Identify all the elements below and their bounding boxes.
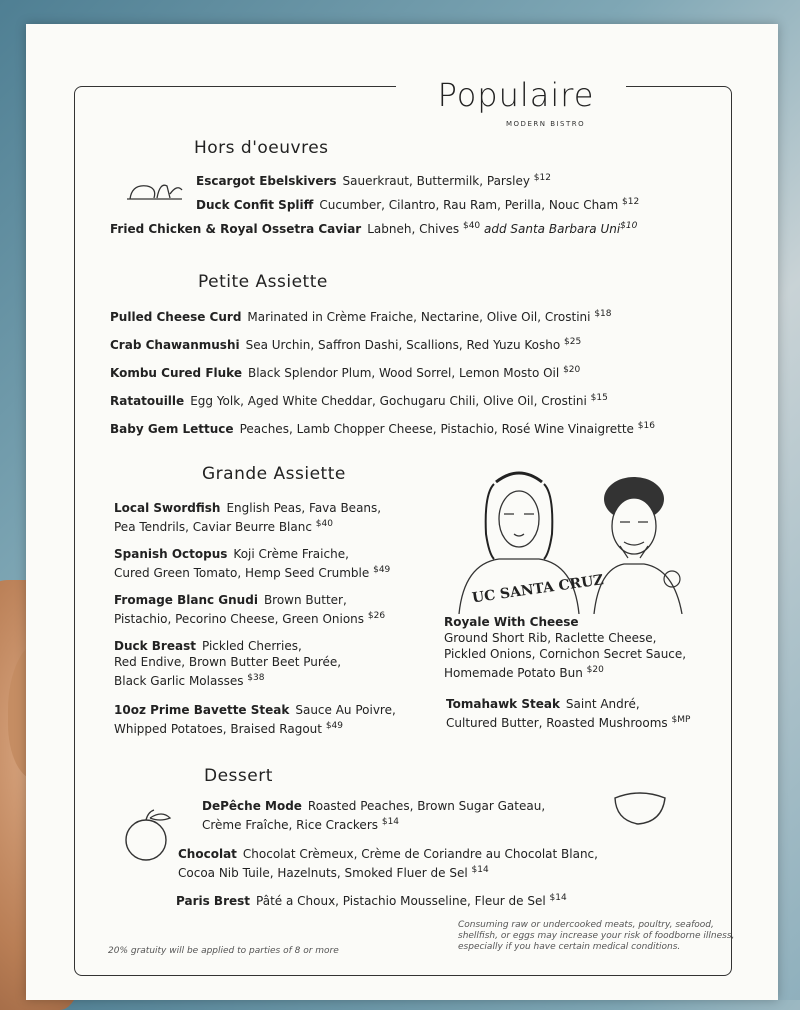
menu-item: Duck Confit Spliff Cucumber, Cilantro, Rau Ram, Perilla, Nouc Cham $^{\$12}$ [196,197,640,212]
menu-item: Pulled Cheese Curd Marinated in Crème Fraiche, Nectarine, Olive Oil, Crostini $^{\$18}$ [110,309,612,324]
shirt-text: UC SANTA CRUZ [471,572,605,607]
gratuity-note: 20% gratuity will be applied to parties of 8 or more [108,946,339,956]
section-petite: Petite Assiette [198,272,328,292]
menu-item: DePêche Mode Roasted Peaches, Brown Sugar Gateau, Crème Fraîche, Rice Crackers $^{\$14}$ [202,799,546,832]
menu-item: Escargot Ebelskivers Sauerkraut, Buttermilk, Parsley $^{\$12}$ [196,173,551,188]
menu-item: Tomahawk Steak Saint André, Cultured Butter, Roasted Mushrooms $^{\$MP}$ [446,697,691,730]
brand-tagline: MODERN BISTRO [506,120,586,128]
section-grande: Grande Assiette [202,464,346,484]
section-dessert: Dessert [204,766,273,786]
menu-item: Kombu Cured Fluke Black Splendor Plum, Wood Sorrel, Lemon Mosto Oil $^{\$20}$ [110,365,581,380]
peach-icon [118,806,178,866]
menu-item: Fromage Blanc Gnudi Brown Butter, Pistachio, Pecorino Cheese, Green Onions $^{\$26}$ [114,593,386,626]
menu-item: Local Swordfish English Peas, Fava Beans, Pea Tendrils, Caviar Beurre Blanc $^{\$40}$ [114,501,382,534]
menu-item: Crab Chawanmushi Sea Urchin, Saffron Dashi, Scallions, Red Yuzu Kosho $^{\$25}$ [110,337,582,352]
menu-item: Baby Gem Lettuce Peaches, Lamb Chopper Cheese, Pistachio, Rosé Wine Vinaigrette $^{\$16}$ [110,421,655,436]
menu-paper [26,24,778,1000]
menu-item: Paris Brest Pâté a Choux, Pistachio Mousseline, Fleur de Sel $^{\$14}$ [176,893,567,908]
food-warning: Consuming raw or undercooked meats, poultry, seafood, shellfish, or eggs may increase your risk of foodborne illness, especially if you have certain medical conditions. [458,920,735,952]
section-hors: Hors d'oeuvres [194,138,329,158]
menu-item: Fried Chicken & Royal Ossetra Caviar Labneh, Chives $^{\$40}$ add Santa Barbara Uni$^{\$10}$ [110,221,638,236]
menu-item: Spanish Octopus Koji Crème Fraiche, Cured Green Tomato, Hemp Seed Crumble $^{\$49}$ [114,547,391,580]
menu-item: Chocolat Chocolat Crèmeux, Crème de Coriandre au Chocolat Blanc, Cocoa Nib Tuile, Hazelnuts, Smoked Fluer de Sel $^{\$14}$ [178,847,598,880]
menu-item: 10oz Prime Bavette Steak Sauce Au Poivre, Whipped Potatoes, Braised Ragout $^{\$49}$ [114,703,396,736]
illustration-two-figures [444,464,704,614]
brand-logo: Populaire [437,76,595,114]
menu-item: Royale With Cheese Ground Short Rib, Raclette Cheese, Pickled Onions, Cornichon Secret Sauce, Homemade Potato Bun $^{\$20}$ [444,615,687,680]
peach-slice-icon [610,788,670,828]
menu-item: Ratatouille Egg Yolk, Aged White Cheddar, Gochugaru Chili, Olive Oil, Crostini $^{\$15}$ [110,393,608,408]
menu-item: Duck Breast Pickled Cherries, Red Endive, Brown Butter Beet Purée, Black Garlic Molasses $^{\$38}$ [114,639,342,688]
snail-icon [122,174,192,204]
